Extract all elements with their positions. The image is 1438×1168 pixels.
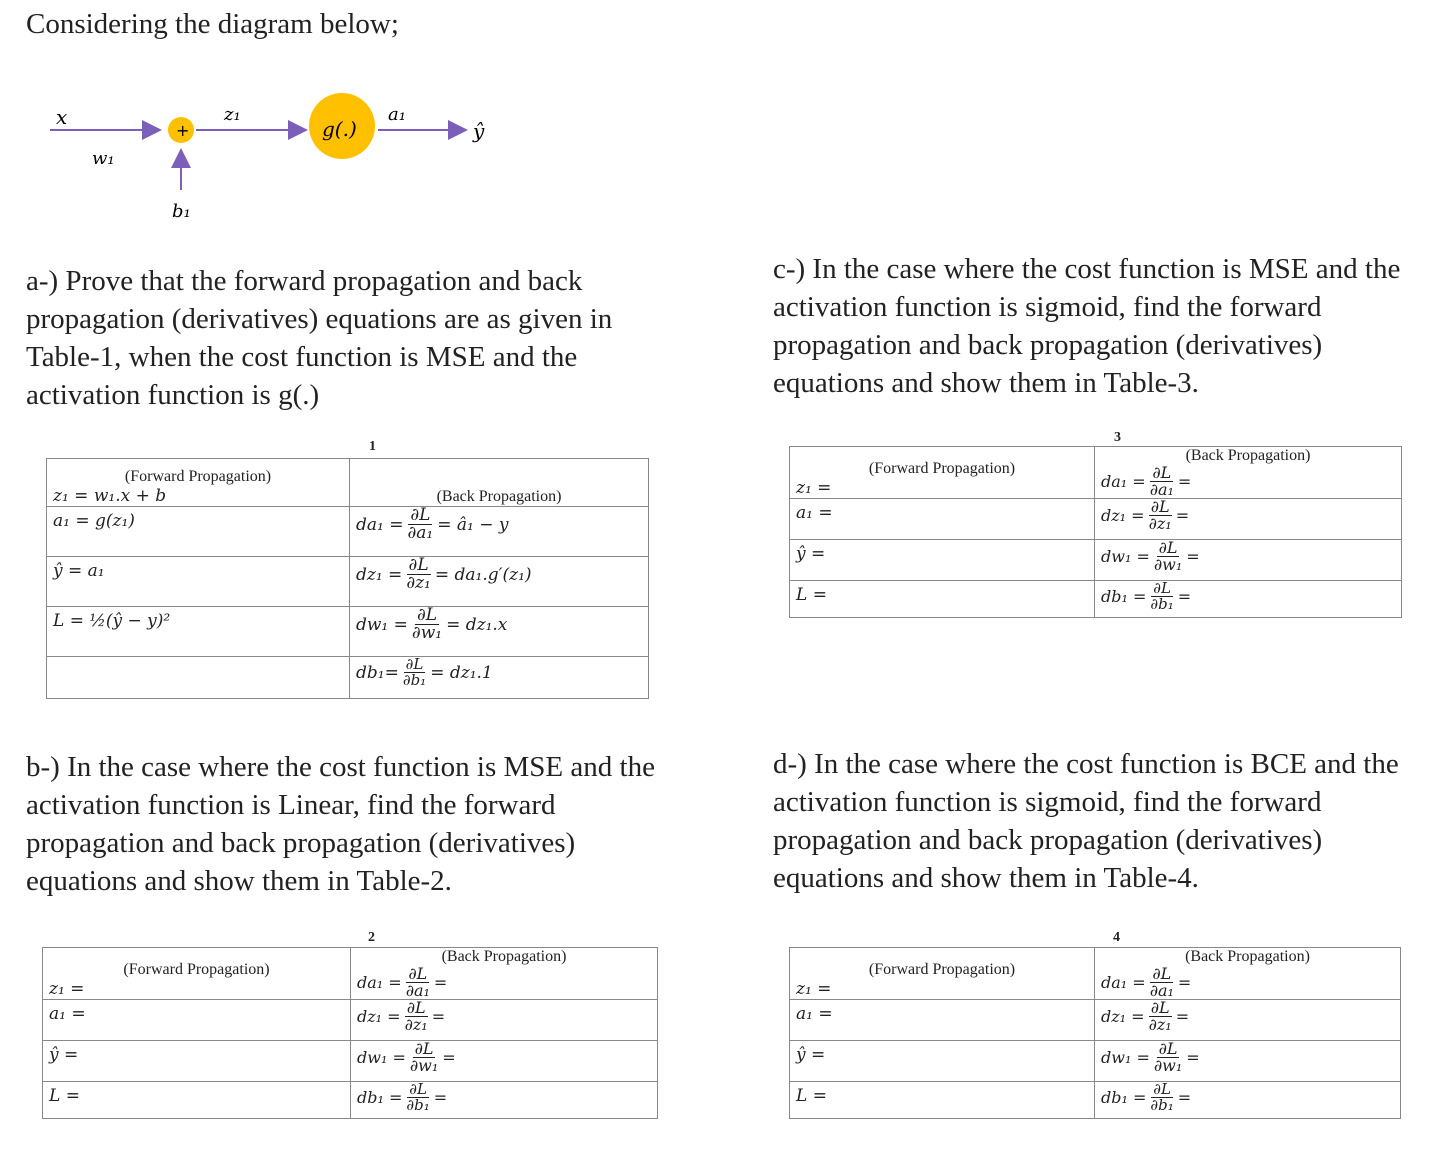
table3-forward-2: ŷ = — [796, 544, 826, 564]
table2-forward-header: (Forward Propagation) — [123, 961, 270, 978]
table2-forward-2: ŷ = — [49, 1045, 79, 1065]
label-yhat: ŷ — [473, 119, 485, 143]
table3-forward-0: z₁ = — [796, 478, 832, 498]
table4-forward-1: a₁ = — [796, 1004, 833, 1024]
table1-empty-cell — [47, 657, 350, 699]
table1-back-2-right: = dz₁.x — [446, 614, 508, 635]
table1-forward-cell — [47, 459, 350, 507]
table1-back-0-right: = â₁ − y — [437, 514, 509, 535]
table4-forward-3: L = — [796, 1086, 827, 1106]
table1-forward-header: (Forward Propagation) — [124, 468, 272, 485]
table1-forward-3-cell — [47, 607, 350, 657]
table3-number: 3 — [1114, 430, 1121, 445]
table1-forward-2: ŷ = a₁ — [53, 561, 105, 581]
table1-back-3-cell — [350, 657, 649, 699]
label-g: g(.) — [322, 117, 357, 141]
label-x: x — [56, 105, 68, 129]
part-c-text: c-) In the case where the cost function is MSE and the activation function is sigmoid, find the forward propagation and back propagation (derivatives) equations and show them in Table-3. — [773, 253, 1401, 399]
table4-forward-0: z₁ = — [796, 979, 832, 999]
table2-forward-3: L = — [49, 1086, 80, 1106]
table1-back-2-frac: $\frac{\partial L}{\text{∂w₁}}$ — [411, 605, 443, 643]
table4-forward-2: ŷ = — [796, 1045, 826, 1065]
table4-back-header: (Back Propagation) — [1185, 948, 1310, 965]
table1-back-0-cell — [350, 507, 649, 557]
table1-back-1-right: = da₁.g′(z₁) — [434, 564, 532, 585]
table1-number: 1 — [369, 439, 376, 454]
table-1 — [46, 458, 649, 699]
page-title: Considering the diagram below; — [26, 8, 399, 40]
table1-back-0-left: da₁ = — [356, 514, 404, 535]
table1-back-header: (Back Propagation) — [436, 488, 562, 505]
table1-back-3-left: db₁= — [356, 662, 399, 683]
table1-back-3-right: = dz₁.1 — [430, 662, 493, 683]
table1-forward-2-cell — [47, 557, 350, 607]
table3-back-header: (Back Propagation) — [1185, 447, 1311, 464]
table1-forward-1-cell — [47, 507, 350, 557]
table2-back-header: (Back Propagation) — [441, 948, 567, 965]
part-a-text: a-) Prove that the forward propagation and back propagation (derivatives) equations are as given in Table-1, when the cost function is MSE and the activation function is g(.) — [26, 265, 613, 411]
table1-back-2-left: dw₁ = — [356, 614, 408, 635]
neuron-diagram — [0, 80, 520, 240]
table3-forward-header: (Forward Propagation) — [868, 460, 1016, 477]
table3-forward-1: a₁ = — [796, 503, 833, 523]
table2-number: 2 — [368, 930, 375, 945]
table-3: (Forward Propagation) z₁ = (Back Propagation) da₁ = $\frac{\partial L}{\text{∂a₁}}$ = a₁ = dz₁ = $\frac{\partial L}{\text{∂z₁}}$ = ŷ = dw₁ = $\frac{\partial L}{\text{∂w₁}}$ = L = db₁ = $\frac{\partial L}{\text{∂b₁}}$ = — [789, 446, 1402, 618]
label-w1: w₁ — [92, 148, 115, 169]
label-z1: z₁ — [224, 104, 241, 125]
table2-forward-0: z₁ = — [49, 979, 85, 999]
table1-back-1-frac: $\frac{\partial L}{\text{∂z₁}}$ — [406, 555, 431, 593]
table3-forward-3: L = — [796, 585, 827, 605]
table1-forward-0: z₁ = w₁.x + b — [53, 486, 167, 506]
part-d-text: d-) In the case where the cost function is BCE and the activation function is sigmoid, find the forward propagation and back propagation (derivatives) equations and show them in Table-4. — [773, 748, 1399, 894]
label-a1: a₁ — [388, 104, 406, 125]
table-4: (Forward Propagation) z₁ = (Back Propagation) da₁ = $\frac{\partial L}{\text{∂a₁}}$ = a₁ = dz₁ = $\frac{\partial L}{\text{∂z₁}}$ = ŷ = dw₁ = $\frac{\partial L}{\text{∂w₁}}$ = L = db₁ = $\frac{\partial L}{\text{∂b₁}}$ = — [789, 947, 1401, 1119]
table1-forward-1: a₁ = g(z₁) — [53, 511, 135, 531]
table1-forward-3: L = ½(ŷ − y)² — [53, 611, 171, 631]
table4-number: 4 — [1113, 930, 1120, 945]
table1-back-3-frac: $\frac{\partial L}{\text{∂b₁}}$ — [402, 655, 427, 689]
table4-forward-header: (Forward Propagation) — [868, 961, 1016, 978]
label-plus: + — [176, 121, 190, 140]
table1-back-header-cell — [350, 459, 649, 507]
table2-forward-1: a₁ = — [49, 1004, 86, 1024]
table1-back-1-cell — [350, 557, 649, 607]
table-2: (Forward Propagation) z₁ = (Back Propagation) da₁ = $\frac{\partial L}{\text{∂a₁}}$ = a₁ = dz₁ = $\frac{\partial L}{\text{∂z₁}}$ = ŷ = dw₁ = $\frac{\partial L}{\text{∂w₁}}$ = L = db₁ = $\frac{\partial L}{\text{∂b₁}}$ = — [42, 947, 658, 1119]
table1-back-0-frac: $\frac{\partial L}{\text{∂a₁}}$ — [407, 505, 434, 543]
table1-back-2-cell — [350, 607, 649, 657]
part-b-text: b-) In the case where the cost function is MSE and the activation function is Linear, find the forward propagation and back propagation (derivatives) equations and show them in Table-2. — [26, 751, 655, 897]
label-b1: b₁ — [172, 201, 191, 222]
table1-back-1-left: dz₁ = — [356, 564, 403, 585]
